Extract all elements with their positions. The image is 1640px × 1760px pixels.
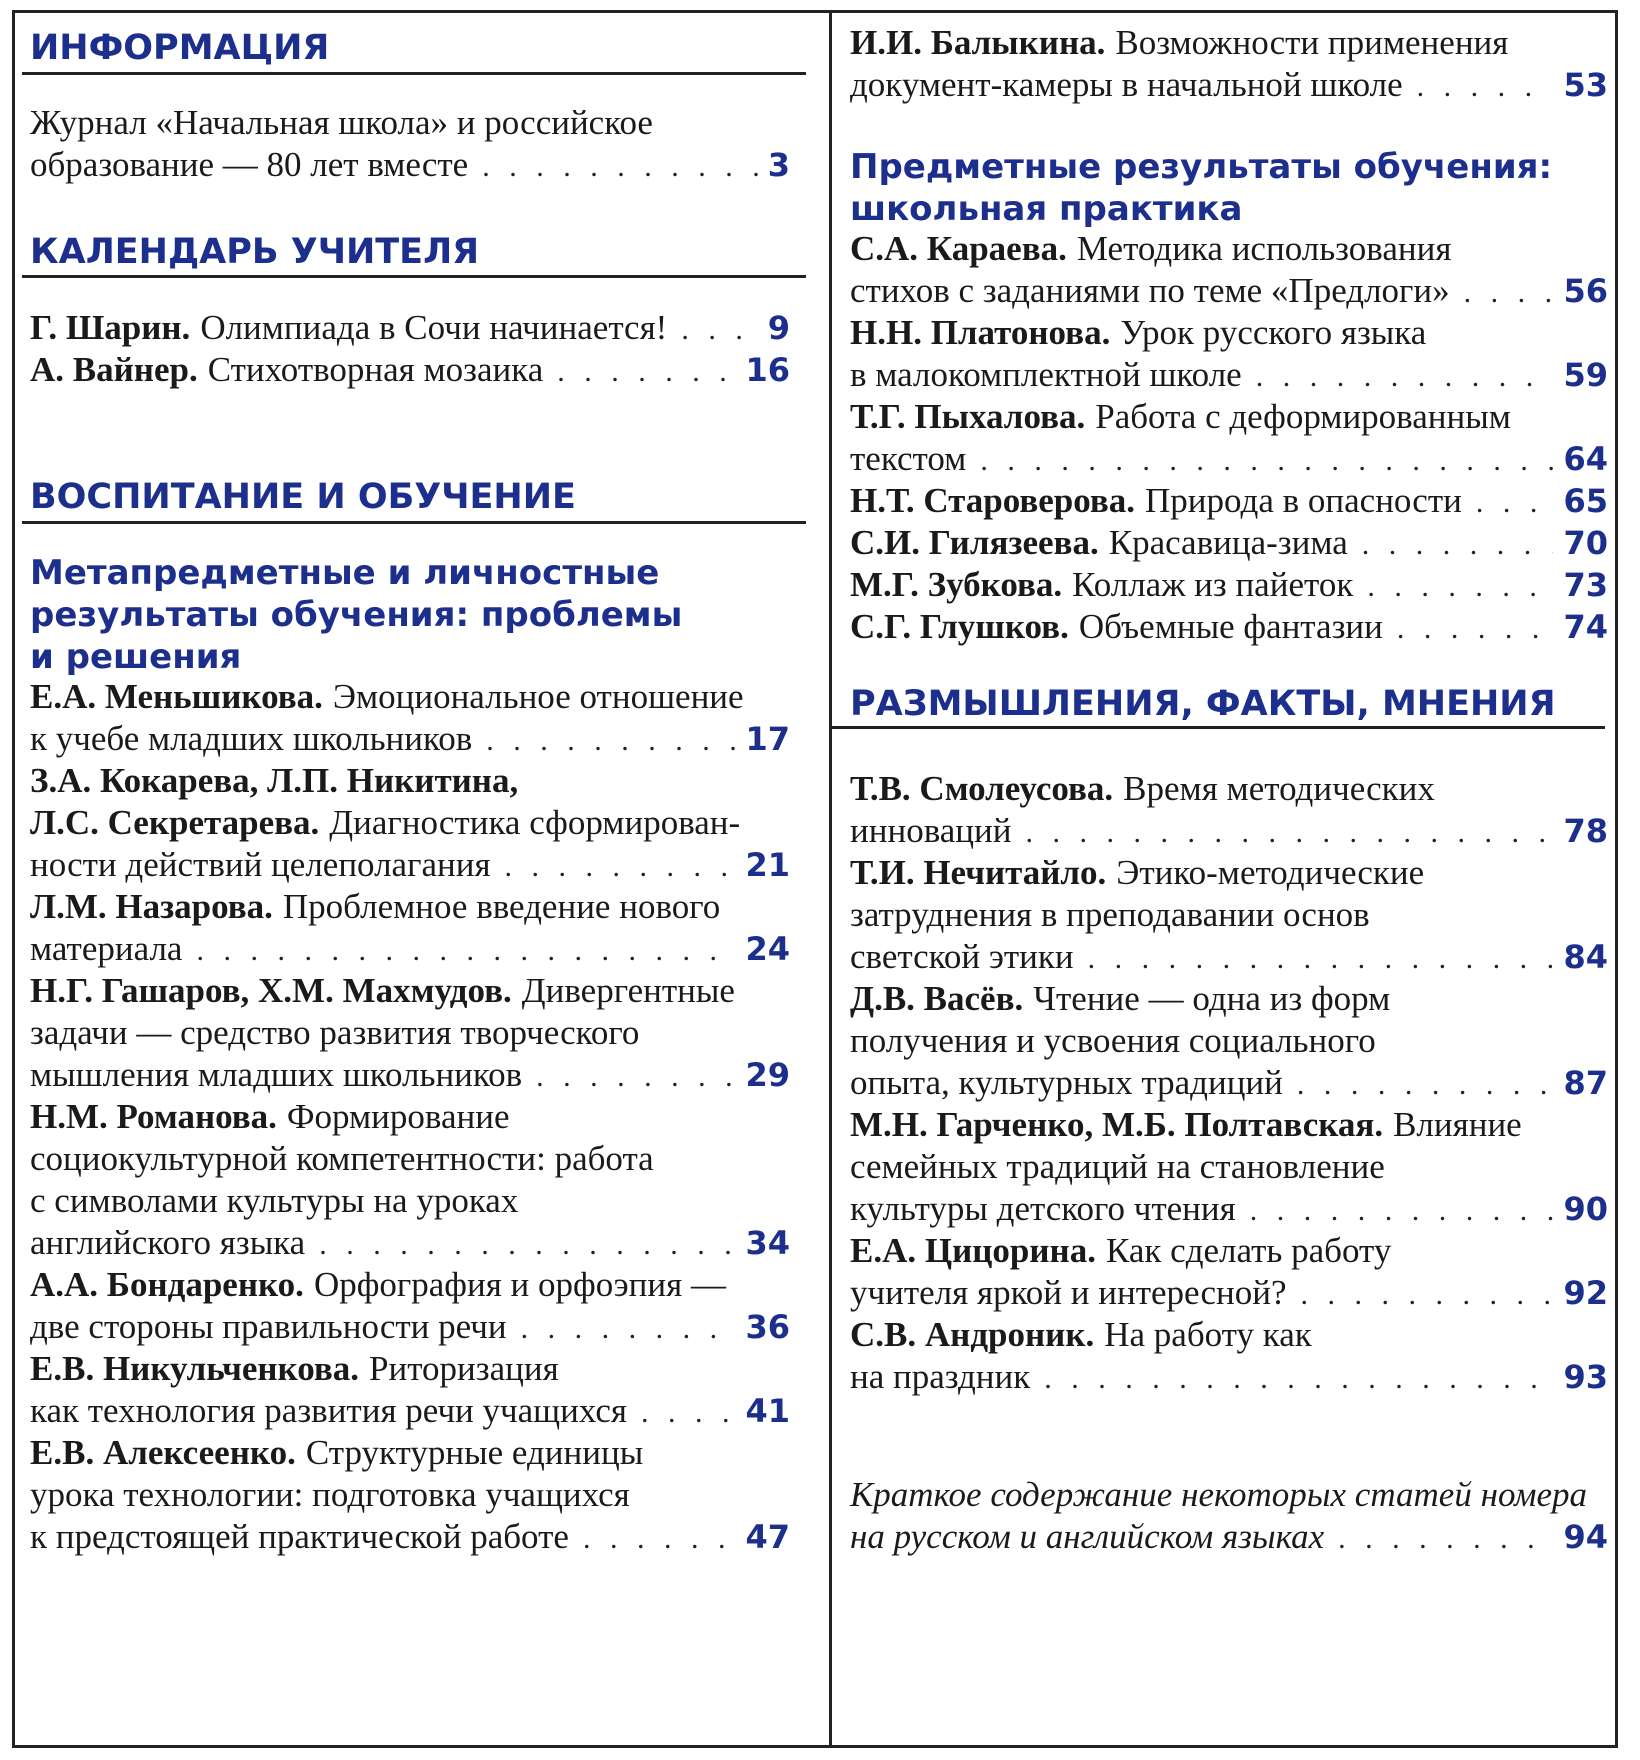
- section-heading-education: ВОСПИТАНИЕ И ОБУЧЕНИЕ: [30, 477, 576, 517]
- toc-line: стихов с заданиями по теме «Предлоги» . . . 56: [850, 268, 1608, 314]
- toc-line: документ-камеры в начальной школе . . . 53: [850, 62, 1608, 108]
- toc-entry: С.Г. Глушков. Объемные фантазии . . . 74: [850, 604, 1608, 650]
- toc-entry: З.А. Кокарева, Л.П. Никитина,: [30, 761, 519, 800]
- toc-entry: Е.А. Меньшикова. Эмоциональное отношение: [30, 677, 744, 716]
- subheading: Метапредметные и личностные: [30, 553, 660, 593]
- toc-entry: Е.В. Алексеенко. Структурные единицы: [30, 1433, 644, 1472]
- section-heading-calendar: КАЛЕНДАРЬ УЧИТЕЛЯ: [30, 232, 480, 272]
- toc-entry: Г. Шарин. Олимпиада в Сочи начинается! . . . 9: [30, 305, 790, 351]
- toc-line: образование — 80 лет вместе . . . 3: [30, 142, 790, 188]
- toc-entry: С.В. Андроник. На работу как: [850, 1315, 1312, 1354]
- page-number: 3: [767, 146, 790, 184]
- summary-line: Краткое содержание некоторых статей номера: [850, 1475, 1587, 1514]
- toc-line: как технология развития речи учащихся . . . 41: [30, 1388, 790, 1434]
- toc-entry: Т.Г. Пыхалова. Работа с деформированным: [850, 397, 1511, 436]
- toc-line: в малокомплектной школе . . . 59: [850, 352, 1608, 398]
- toc-line: урока технологии: подготовка учащихся: [30, 1475, 630, 1514]
- toc-line: материала . . . 24: [30, 926, 790, 972]
- toc-entry: Н.Т. Староверова. Природа в опасности . . . 65: [850, 478, 1608, 524]
- toc-entry: И.И. Балыкина. Возможности применения: [850, 23, 1509, 62]
- section-heading-information: ИНФОРМАЦИЯ: [30, 28, 330, 68]
- subheading: школьная практика: [850, 189, 1243, 229]
- toc-entry: Т.И. Нечитайло. Этико-методические: [850, 853, 1425, 892]
- toc-entry: Е.А. Цицорина. Как сделать работу: [850, 1231, 1392, 1270]
- toc-entry: С.А. Караева. Методика использования: [850, 229, 1452, 268]
- toc-line: Журнал «Начальная школа» и российское: [30, 103, 653, 142]
- toc-line: задачи — средство развития творческого: [30, 1013, 640, 1052]
- toc-entry: М.Н. Гарченко, М.Б. Полтавская. Влияние: [850, 1105, 1522, 1144]
- toc-entry: С.И. Гилязеева. Красавица-зима . . . 70: [850, 520, 1608, 566]
- toc-entry: Д.В. Васёв. Чтение — одна из форм: [850, 979, 1391, 1018]
- heading-rule: [22, 72, 806, 75]
- toc-line: светской этики . . . 84: [850, 934, 1608, 980]
- subheading: Предметные результаты обучения:: [850, 147, 1553, 187]
- toc-entry: Т.В. Смолеусова. Время методических: [850, 769, 1435, 808]
- toc-line: учителя яркой и интересной? . . . 92: [850, 1270, 1608, 1316]
- toc-line: английского языка . . . 34: [30, 1220, 790, 1266]
- section-heading-reflections: РАЗМЫШЛЕНИЯ, ФАКТЫ, МНЕНИЯ: [850, 684, 1556, 724]
- subheading: и решения: [30, 637, 242, 677]
- toc-line: к предстоящей практической работе . . . 47: [30, 1514, 790, 1560]
- toc-line: затруднения в преподавании основ: [850, 895, 1370, 934]
- toc-line: две стороны правильности речи . . . 36: [30, 1304, 790, 1350]
- heading-rule: [22, 521, 806, 524]
- toc-line: текстом . . . 64: [850, 436, 1608, 482]
- toc-line: культуры детского чтения . . . 90: [850, 1186, 1608, 1232]
- toc-line: социокультурной компетентности: работа: [30, 1139, 654, 1178]
- heading-rule: [22, 275, 806, 278]
- heading-rule: [830, 726, 1605, 729]
- toc-line: получения и усвоения социального: [850, 1021, 1376, 1060]
- toc-entry: А.А. Бондаренко. Орфография и орфоэпия —: [30, 1265, 726, 1304]
- toc-line: с символами культуры на уроках: [30, 1181, 519, 1220]
- toc-entry: А. Вайнер. Стихотворная мозаика . . . 16: [30, 347, 790, 393]
- toc-line: семейных традиций на становление: [850, 1147, 1385, 1186]
- toc-entry: Н.Г. Гашаров, Х.М. Махмудов. Дивергентные: [30, 971, 735, 1010]
- subheading: результаты обучения: проблемы: [30, 595, 683, 635]
- toc-entry: Н.М. Романова. Формирование: [30, 1097, 510, 1136]
- toc-line: ности действий целеполагания . . . 21: [30, 842, 790, 888]
- toc-entry: Н.Н. Платонова. Урок русского языка: [850, 313, 1427, 352]
- summary-line: на русском и английском языках . . . 94: [850, 1514, 1608, 1560]
- toc-line: опыта, культурных традиций . . . 87: [850, 1060, 1608, 1106]
- toc-line: Л.С. Секретарева. Диагностика сформирован-: [30, 803, 741, 842]
- toc-line: на праздник . . . 93: [850, 1354, 1608, 1400]
- toc-entry: Е.В. Никульченкова. Риторизация: [30, 1349, 559, 1388]
- toc-entry: М.Г. Зубкова. Коллаж из пайеток . . . 73: [850, 562, 1608, 608]
- column-divider: [829, 10, 832, 1748]
- toc-entry: Л.М. Назарова. Проблемное введение нового: [30, 887, 721, 926]
- toc-line: мышления младших школьников . . . 29: [30, 1052, 790, 1098]
- toc-line: к учебе младших школьников . . . 17: [30, 716, 790, 762]
- toc-line: инноваций . . . 78: [850, 808, 1608, 854]
